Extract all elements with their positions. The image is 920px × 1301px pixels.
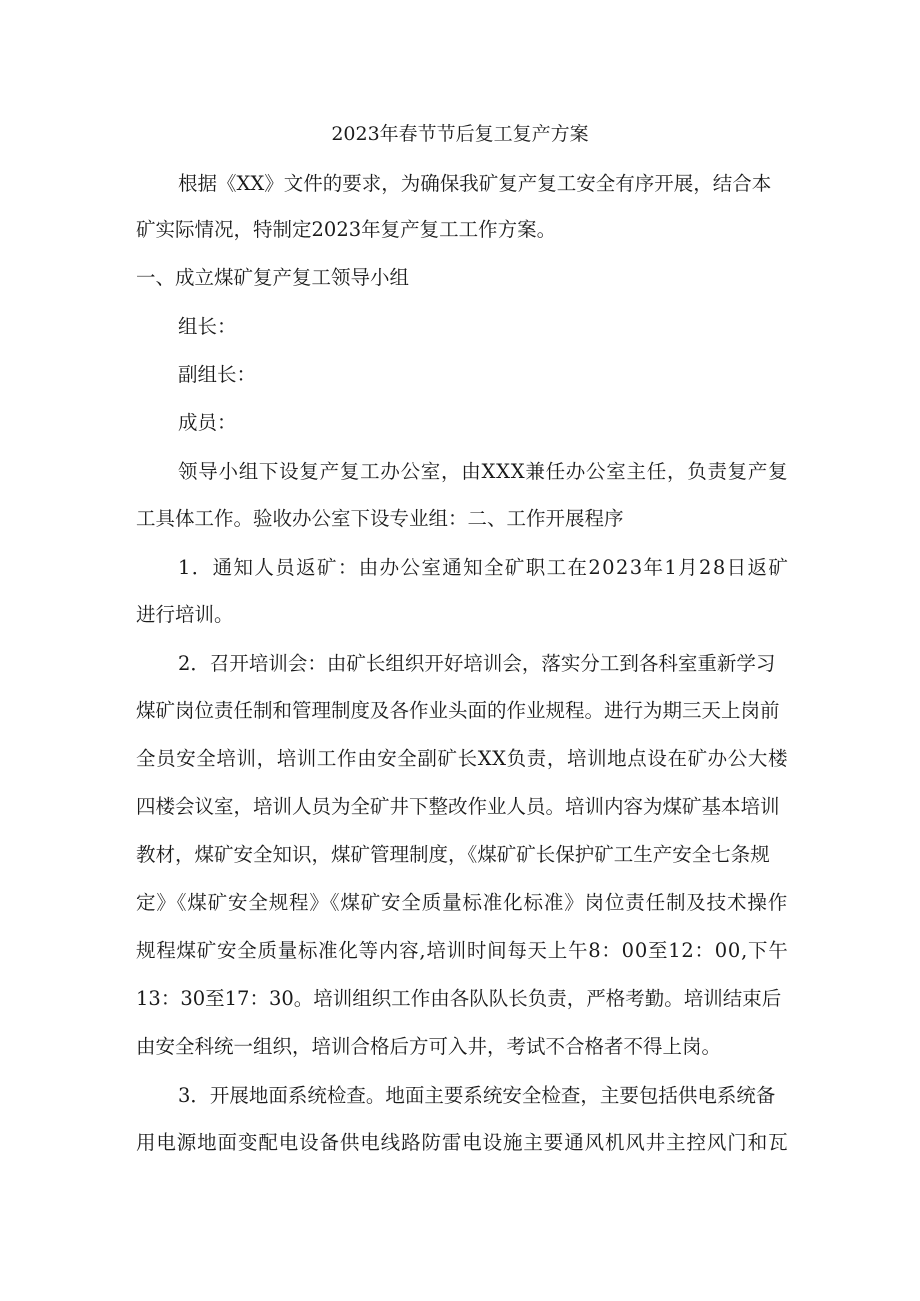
- paragraph-intro-line-2: 矿实际情况，特制定2023年复产复工工作方案。: [136, 218, 557, 241]
- item-2-line-6: 定》《煤矿安全规程》《煤矿安全质量标准化标准》岗位责任制及技术操作: [136, 891, 789, 914]
- paragraph-office-line-1: 领导小组下设复产复工办公室，由XXX兼任办公室主任，负责复产复: [178, 460, 789, 483]
- item-3-line-1: 3．开展地面系统检查。地面主要系统安全检查，主要包括供电系统备: [178, 1084, 776, 1107]
- item-2-line-7: 规程煤矿安全质量标准化等内容,培训时间每天上午8：00至12：00,下午: [136, 939, 789, 962]
- item-2-line-4: 四楼会议室，培训人员为全矿井下整改作业人员。培训内容为煤矿基本培训: [136, 795, 780, 818]
- item-2-line-3: 全员安全培训，培训工作由安全副矿长XX负责，培训地点设在矿办公大楼: [136, 747, 789, 770]
- item-2-line-5: 教材，煤矿安全知识，煤矿管理制度，《煤矿矿长保护矿工生产安全七条规: [136, 843, 770, 866]
- deputy-leader-label: 副组长：: [178, 363, 257, 386]
- item-2-line-1: 2．召开培训会：由矿长组织开好培训会，落实分工到各科室重新学习: [178, 652, 776, 675]
- document-title: 2023年春节节后复工复产方案: [331, 123, 589, 145]
- item-2-line-9: 由安全科统一组织，培训合格后方可入井，考试不合格者不得上岗。: [136, 1035, 722, 1058]
- item-2-line-8: 13：30至17：30。培训组织工作由各队队长负责，严格考勤。培训结束后: [136, 987, 782, 1010]
- item-1-line-1: 1．通知人员返矿：由办公室通知全矿职工在2023年1月28日返矿: [178, 556, 790, 579]
- item-2-line-2: 煤矿岗位责任制和管理制度及各作业头面的作业规程。进行为期三天上岗前: [136, 699, 780, 722]
- paragraph-office-line-2: 工具体工作。验收办公室下设专业组：二、工作开展程序: [136, 507, 624, 530]
- leader-label: 组长：: [178, 315, 237, 338]
- members-label: 成员：: [178, 411, 237, 434]
- paragraph-intro-line-1: 根据《XX》文件的要求，为确保我矿复产复工安全有序开展，结合本: [178, 172, 772, 195]
- section-heading-1: 一、成立煤矿复产复工领导小组: [136, 266, 410, 289]
- item-1-line-2: 进行培训。: [136, 603, 234, 626]
- item-3-line-2: 用电源地面变配电设备供电线路防雷电设施主要通风机风井主控风门和瓦: [136, 1131, 789, 1154]
